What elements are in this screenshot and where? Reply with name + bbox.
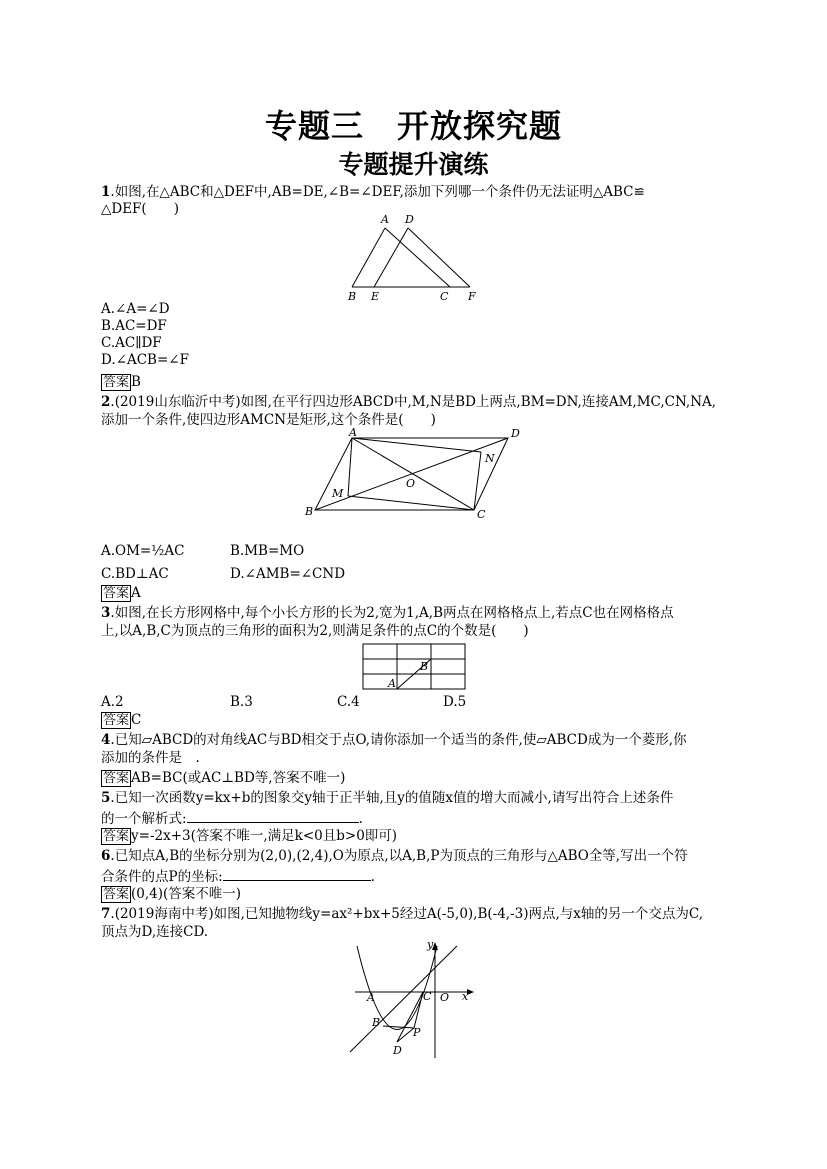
fig-label: C [423,990,432,1003]
fig-label: O [440,991,450,1004]
option-a: A.2 [101,694,124,710]
fig-label: O [406,477,416,490]
question-4-line-1 [101,732,687,749]
answer-label: 答案 [103,829,130,844]
fig-label: B [420,660,429,673]
question-6-line-2: 合条件的点P的坐标: . [101,866,375,886]
answer-row [101,828,397,845]
answer-text: (0,4)(答案不唯一) [131,886,242,902]
question-4-line-2: 添加的条件是 . [101,750,200,766]
question-number: 4 [101,732,111,748]
answer-label: 答案 [103,887,130,902]
fig-label: A [388,677,396,690]
fig-label: M [332,487,344,500]
question-text: .(2019山东临沂中考)如图,在平行四边形ABCD中,M,N是BD上两点,BM=DN,连接AM,MC,CN,NA, [110,394,717,410]
fig-label: E [371,290,380,303]
fig-line [383,1026,414,1028]
question-text: .(2019海南中考)如图,已知抛物线y=ax²+bx+5经过A(-5,0),B(-4,-3)两点,与x轴的另一个交点为C, [110,906,704,922]
fig-label: A [349,426,357,439]
answer-text: y=-2x+3(答案不唯一,满足k<0且b>0即可) [131,828,398,844]
option-d: D.5 [443,694,467,710]
question-text: .如图,在△ABC和△DEF中,AB=DE,∠B=∠DEF,添加下列哪一个条件仍无法证明△ABC≌ [110,184,645,200]
fig-label: B [305,505,314,518]
fig-label: P [413,1026,421,1039]
fig-label: D [511,427,520,440]
question-text: .已知点A,B的坐标分别为(2,0),(2,4),O为原点,以A,B,P为顶点的三角形与△ABO全等,写出一个符 [110,848,688,864]
answer-label: 答案 [103,586,130,601]
grid-figure [360,642,468,694]
fig-label: D [405,213,414,226]
fig-line [397,1028,414,1042]
question-1-line-1 [101,184,645,201]
question-7-line-1 [101,906,703,923]
question-number: 1 [101,184,111,200]
option-c: C.4 [337,694,360,710]
fig-line [352,228,385,287]
fig-line [348,438,352,496]
fig-label: N [485,452,495,465]
fig-label: C [477,508,486,521]
question-text: .已知一次函数y=kx+b的图象交y轴于正半轴,且y的值随x值的增大而减小,请写出符合上述条件 [110,790,674,806]
fig-label: A [367,991,375,1004]
fig-line [363,644,465,689]
fig-label: C [440,290,449,303]
option-c: C.BD⊥AC [101,566,169,582]
question-text: .已知▱ABCD的对角线AC与BD相交于点O,请你添加一个适当的条件,使▱ABCD成为一个菱形,你 [110,732,687,748]
fig-label: F [468,290,476,303]
fig-line [414,992,423,1028]
answer-blank [187,808,359,823]
answer-label: 答案 [103,713,130,728]
triangle-figure [340,212,490,304]
question-3-line-1 [101,605,674,622]
question-1-line-2: △DEF( ) [101,201,179,217]
parallelogram-figure [300,425,530,522]
question-text: .如图,在长方形网格中,每个小长方形的长为2,宽为1,A,B两点在网格格点上,若点C也在网格格点 [110,605,674,621]
answer-row [101,886,241,903]
question-3-line-2: 上,以A,B,C为顶点的三角形的面积为2,则满足条件的点C的个数是( ) [101,623,529,639]
fig-label: B [372,1016,381,1029]
option-d: D.∠AMB=∠CND [230,566,346,582]
page-subtitle: 专题提升演练 [338,150,489,179]
question-number: 7 [101,906,111,922]
option-c: C.AC∥DF [101,335,162,351]
fig-label: y [427,938,434,951]
question-number: 2 [101,394,111,410]
answer-row [101,374,141,391]
page-title: 专题三 开放探究题 [264,107,562,145]
fig-label: A [381,213,389,226]
parabola-figure [345,938,480,1063]
option-a: A.∠A=∠D [101,301,170,317]
fig-line [474,452,481,510]
option-b: B.MB=MO [230,543,305,559]
fig-line [374,228,408,287]
question-6-line-1 [101,848,688,865]
question-number: 3 [101,605,111,621]
question-2-line-2: 添加一个条件,使四边形AMCN是矩形,这个条件是( ) [101,412,436,428]
question-5-line-2: 的一个解析式: . [101,808,363,828]
fig-label: D [393,1044,402,1057]
question-2-line-1 [101,394,716,411]
answer-blank [223,866,371,881]
answer-text: AB=BC(或AC⊥BD等,答案不唯一) [131,770,346,786]
option-b: B.AC=DF [101,318,167,334]
parabola-curve [357,946,437,1030]
question-text: 合条件的点P的坐标: [101,869,223,885]
option-b: B.3 [230,694,253,710]
fig-label: B [348,290,357,303]
answer-label: 答案 [103,375,130,390]
question-7-line-2: 顶点为D,连接CD. [101,924,209,940]
question-text: 的一个解析式: [101,811,187,827]
answer-row [101,585,141,602]
fig-label: x [462,990,469,1003]
fig-line [348,496,474,510]
answer-label: 答案 [103,771,130,786]
answer-text: C [131,712,142,728]
question-number: 5 [101,790,111,806]
answer-row [101,712,141,729]
option-a: A.OM=½AC [101,543,185,559]
answer-text: B [131,374,141,390]
option-d: D.∠ACB=∠F [101,352,189,368]
question-number: 6 [101,848,111,864]
answer-row [101,770,345,787]
question-5-line-1 [101,790,673,807]
answer-text: A [131,585,141,601]
